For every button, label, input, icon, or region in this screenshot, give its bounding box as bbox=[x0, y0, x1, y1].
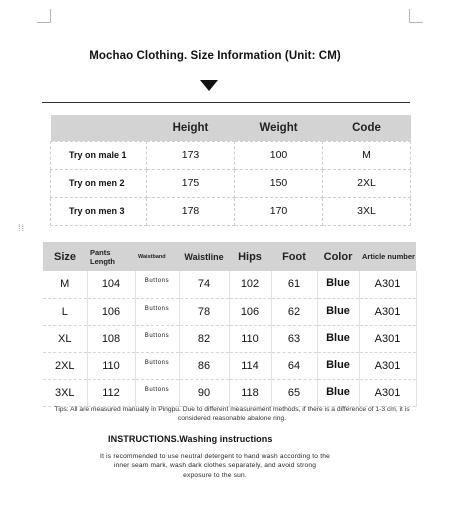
article-cell: A301 bbox=[359, 271, 416, 298]
try-weight: 170 bbox=[235, 197, 323, 225]
try-height: 178 bbox=[147, 197, 235, 225]
pants-length-cell: 104 bbox=[87, 271, 135, 298]
crop-mark-top-right bbox=[409, 9, 423, 23]
color-cell: Blue bbox=[317, 325, 359, 352]
size-cell: XL bbox=[43, 325, 87, 352]
try-header-code: Code bbox=[323, 115, 411, 141]
hips-cell: 118 bbox=[229, 379, 271, 406]
try-code: 3XL bbox=[323, 197, 411, 225]
color-cell: Blue bbox=[317, 298, 359, 325]
try-height: 175 bbox=[147, 169, 235, 197]
table-row bbox=[43, 325, 416, 352]
pants-length-cell: 112 bbox=[87, 379, 135, 406]
foot-cell: 65 bbox=[271, 379, 317, 406]
color-cell: Blue bbox=[317, 379, 359, 406]
hips-cell: 114 bbox=[229, 352, 271, 379]
color-cell: Blue bbox=[317, 271, 359, 298]
hips-cell: 102 bbox=[229, 271, 271, 298]
pants-length-header: Pants Length bbox=[87, 242, 135, 271]
waistline-cell: 82 bbox=[179, 325, 229, 352]
waistline-cell: 90 bbox=[179, 379, 229, 406]
size-cell: 2XL bbox=[43, 352, 87, 379]
color-header: Color bbox=[317, 242, 359, 271]
waistline-cell: 78 bbox=[179, 298, 229, 325]
table-row bbox=[43, 379, 416, 406]
article-number-header: Article number bbox=[359, 242, 416, 271]
waistband-cell: Buttons bbox=[135, 298, 179, 325]
foot-cell: 61 bbox=[271, 271, 317, 298]
waistline-cell: 74 bbox=[179, 271, 229, 298]
divider bbox=[42, 102, 410, 103]
waistband-cell: Buttons bbox=[135, 379, 179, 406]
pants-length-cell: 108 bbox=[87, 325, 135, 352]
table-row bbox=[51, 141, 411, 169]
page-title: Mochao Clothing. Size Information (Unit: CM) bbox=[89, 50, 341, 62]
instructions-title: INSTRUCTIONS.Washing instructions bbox=[108, 434, 273, 444]
pants-length-cell: 106 bbox=[87, 298, 135, 325]
try-label: Try on men 3 bbox=[51, 197, 147, 225]
try-header-weight: Weight bbox=[235, 115, 323, 141]
waistband-cell: Buttons bbox=[135, 352, 179, 379]
try-on-table bbox=[50, 115, 411, 226]
size-cell: M bbox=[43, 271, 87, 298]
waistline-header: Waistline bbox=[179, 242, 229, 271]
try-code: 2XL bbox=[323, 169, 411, 197]
size-cell: 3XL bbox=[43, 379, 87, 406]
try-header-blank bbox=[51, 115, 147, 141]
try-label: Try on male 1 bbox=[51, 141, 147, 169]
try-code: M bbox=[323, 141, 411, 169]
try-label: Try on men 2 bbox=[51, 169, 147, 197]
try-weight: 100 bbox=[235, 141, 323, 169]
try-header-height: Height bbox=[147, 115, 235, 141]
pants-length-cell: 110 bbox=[87, 352, 135, 379]
size-cell: L bbox=[43, 298, 87, 325]
waistband-cell: Buttons bbox=[135, 271, 179, 298]
down-triangle-icon bbox=[200, 80, 218, 91]
article-cell: A301 bbox=[359, 298, 416, 325]
tips-note: Tips: All are measured manually in Pingpu. Due to different measurement methods, if there is a difference of 1-3 cm, it is considered reasonable abalone ring. bbox=[54, 406, 410, 422]
size-header: Size bbox=[43, 242, 87, 271]
color-cell: Blue bbox=[317, 352, 359, 379]
hips-header: Hips bbox=[229, 242, 271, 271]
table-row bbox=[43, 271, 416, 298]
hips-cell: 110 bbox=[229, 325, 271, 352]
table-row bbox=[43, 352, 416, 379]
try-height: 173 bbox=[147, 141, 235, 169]
foot-cell: 62 bbox=[271, 298, 317, 325]
try-weight: 150 bbox=[235, 169, 323, 197]
foot-cell: 64 bbox=[271, 352, 317, 379]
waistline-cell: 86 bbox=[179, 352, 229, 379]
waistband-header: Waistband bbox=[135, 242, 179, 271]
article-cell: A301 bbox=[359, 352, 416, 379]
foot-header: Foot bbox=[271, 242, 317, 271]
drag-handle-icon[interactable]: ⁞⁞ bbox=[18, 223, 26, 233]
instructions-text: It is recommended to use neutral detergent to hand wash according to the inner seam mark, wash dark clothes separately, and avoid strong exposure to the sun. bbox=[100, 453, 330, 479]
hips-cell: 106 bbox=[229, 298, 271, 325]
table-row bbox=[51, 169, 411, 197]
waistband-cell: Buttons bbox=[135, 325, 179, 352]
foot-cell: 63 bbox=[271, 325, 317, 352]
size-table bbox=[43, 242, 417, 407]
table-row bbox=[43, 298, 416, 325]
article-cell: A301 bbox=[359, 379, 416, 406]
table-row bbox=[51, 197, 411, 225]
crop-mark-top-left bbox=[37, 9, 51, 23]
article-cell: A301 bbox=[359, 325, 416, 352]
